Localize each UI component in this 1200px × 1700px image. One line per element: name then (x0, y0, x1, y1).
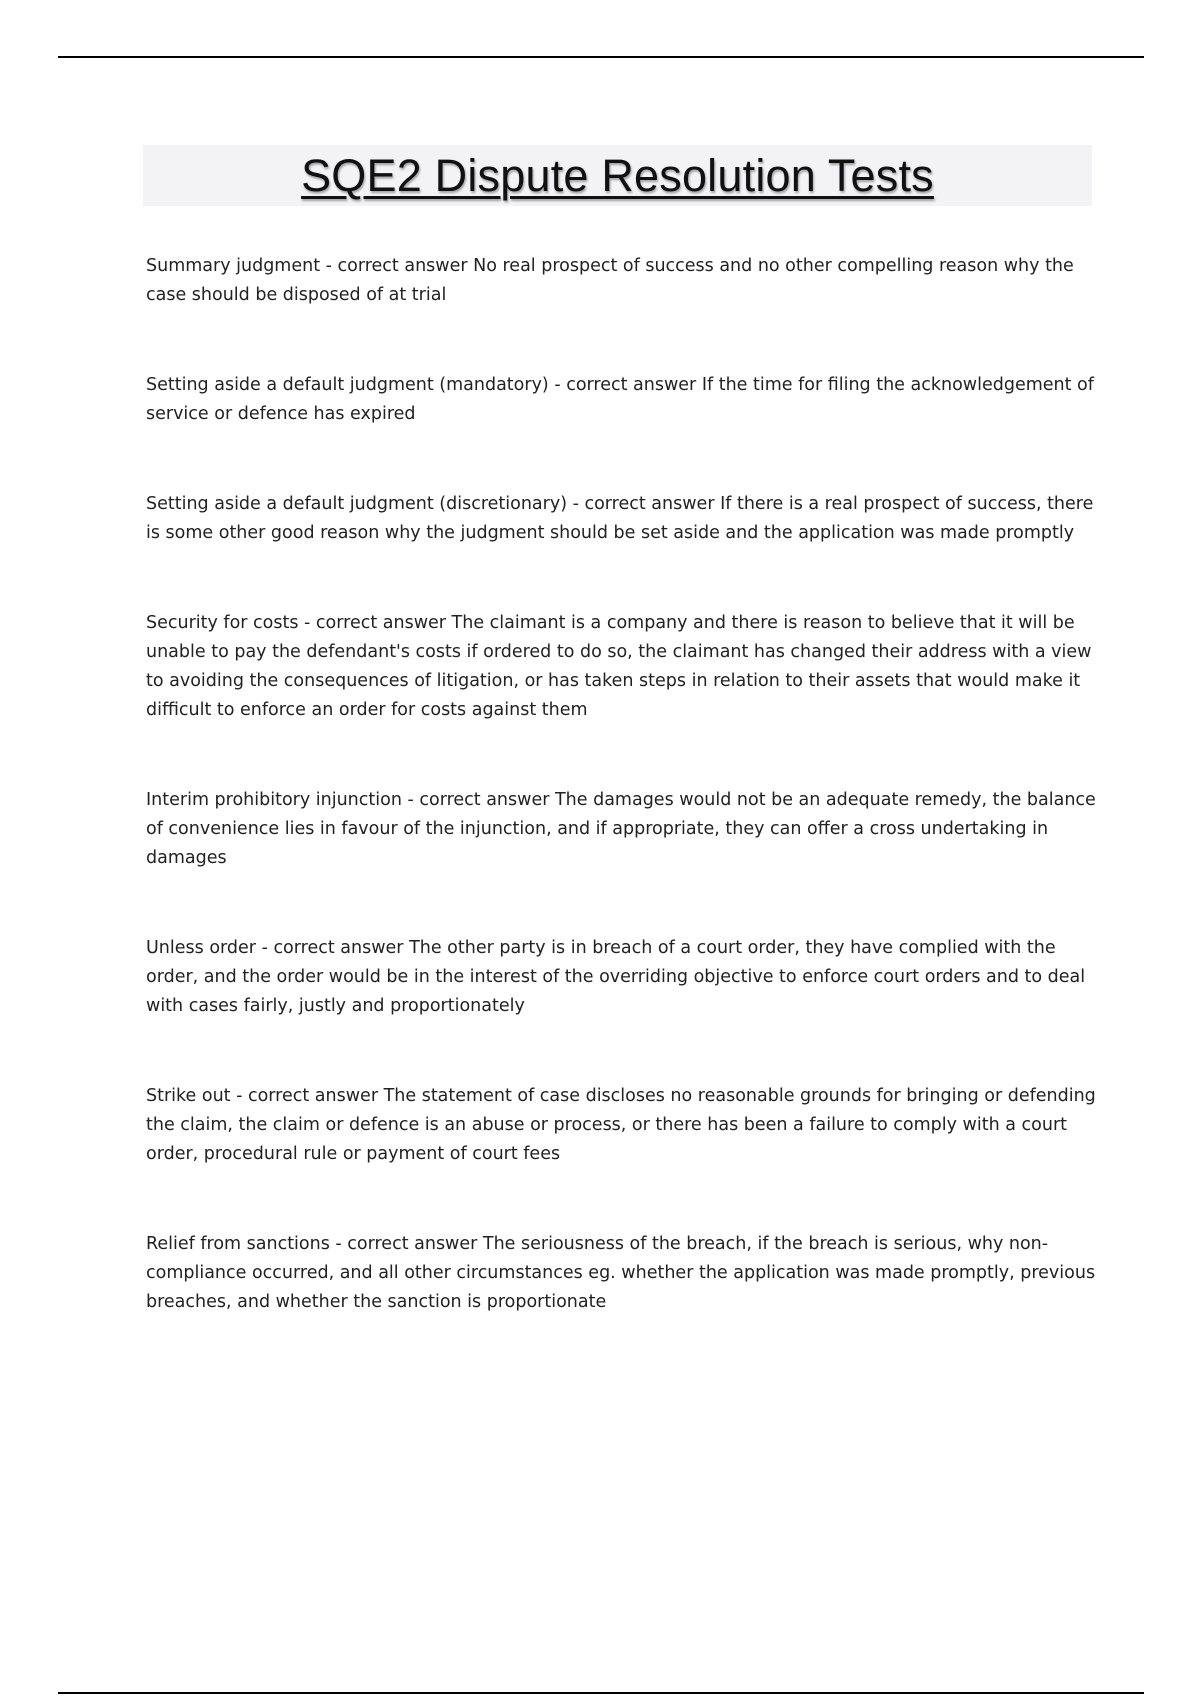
entry-separator: - correct answer (320, 256, 474, 276)
entry-answer: No real prospect of success and no other compelling reason why the case should be disposed of at trial (146, 256, 1074, 305)
entry-term: Strike out (146, 1086, 231, 1106)
entry-answer: If the time for filing the acknowledgement of service or defence has expired (146, 375, 1094, 424)
entry (146, 609, 1096, 725)
entry-separator: - correct answer (548, 375, 702, 395)
entry-separator: - correct answer (298, 613, 452, 633)
entry (146, 490, 1096, 548)
document-title: SQE2 Dispute Resolution Tests (301, 149, 934, 201)
bottom-divider (58, 1692, 1144, 1694)
entry-answer: The damages would not be an adequate remedy, the balance of convenience lies in favour of the injunction, and if appropriate, they can offer a cross undertaking in damages (146, 790, 1096, 868)
entry-answer: The other party is in breach of a court order, they have complied with the order, and the order would be in the interest of the overriding objective to enforce court orders and to deal with cases fairly, justly and proportionately (146, 938, 1086, 1016)
entry-separator: - correct answer (256, 938, 410, 958)
entry-term: Summary judgment (146, 256, 321, 276)
entry-term: Relief from sanctions (146, 1234, 330, 1254)
title-banner (143, 145, 1092, 206)
top-divider (58, 56, 1144, 58)
entry-separator: - correct answer (401, 790, 555, 810)
entry-term: Setting aside a default judgment (mandatory) (146, 375, 549, 395)
entry-list (146, 252, 1096, 1317)
entry (146, 786, 1096, 873)
entry-separator: - correct answer (567, 494, 721, 514)
entry-answer: The seriousness of the breach, if the breach is serious, why non-compliance occurred, and all other circumstances eg. whether the application was made promptly, previous breaches, and whether the sanction is proportionate (146, 1234, 1096, 1312)
entry (146, 1230, 1096, 1317)
entry (146, 1082, 1096, 1169)
entry-separator: - correct answer (329, 1234, 483, 1254)
entry-term: Setting aside a default judgment (discretionary) (146, 494, 568, 514)
entry-term: Interim prohibitory injunction (146, 790, 402, 810)
entry-answer: The claimant is a company and there is reason to believe that it will be unable to pay the defendant's costs if ordered to do so, the claimant has changed their address with a view to avoiding the consequences of litigation, or has taken steps in relation to their assets that would make it difficult to enforce an order for costs against them (146, 613, 1092, 720)
entry-term: Security for costs (146, 613, 299, 633)
entry (146, 252, 1096, 310)
entry-term: Unless order (146, 938, 256, 958)
entry-answer: The statement of case discloses no reasonable grounds for bringing or defending the claim, the claim or defence is an abuse or process, or there has been a failure to comply with a court order, procedural rule or payment of court fees (146, 1086, 1096, 1164)
entry-separator: - correct answer (230, 1086, 384, 1106)
entry (146, 934, 1096, 1021)
entry-answer: If there is a real prospect of success, there is some other good reason why the judgment should be set aside and the application was made promptly (146, 494, 1094, 543)
entry (146, 371, 1096, 429)
